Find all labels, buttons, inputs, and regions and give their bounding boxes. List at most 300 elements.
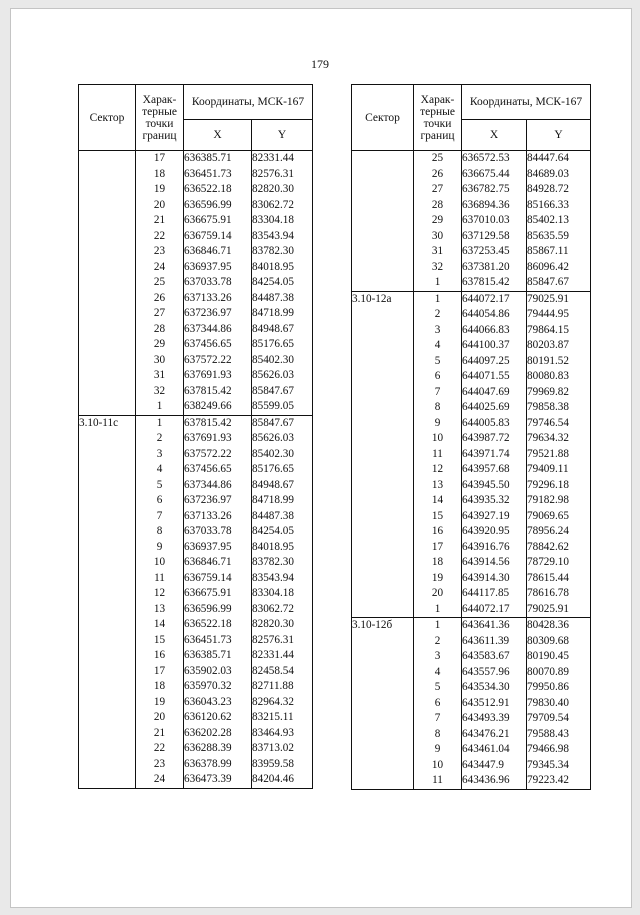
point-cell: 28	[136, 322, 184, 338]
x-cell: 643945.50	[462, 478, 527, 494]
point-cell: 30	[136, 353, 184, 369]
table-row	[79, 602, 313, 618]
table-row	[79, 353, 313, 369]
table-row	[79, 291, 313, 307]
x-cell: 636937.95	[184, 260, 252, 276]
y-cell: 79858.38	[527, 400, 591, 416]
point-cell: 16	[136, 648, 184, 664]
y-cell: 82576.31	[252, 167, 313, 183]
y-cell: 85176.65	[252, 462, 313, 478]
y-cell: 85166.33	[527, 198, 591, 214]
y-cell: 79182.98	[527, 493, 591, 509]
x-cell: 644005.83	[462, 416, 527, 432]
point-cell: 1	[414, 275, 462, 291]
y-cell: 80190.45	[527, 649, 591, 665]
coordinates-table-right	[351, 84, 591, 790]
sector-cell	[79, 679, 136, 695]
point-cell: 10	[414, 758, 462, 774]
x-cell: 643512.91	[462, 696, 527, 712]
header-sector: Сектор	[352, 85, 414, 151]
point-cell: 21	[136, 213, 184, 229]
sector-cell	[352, 758, 414, 774]
table-row	[79, 368, 313, 384]
sector-cell	[352, 680, 414, 696]
x-cell: 644071.55	[462, 369, 527, 385]
point-cell: 31	[414, 244, 462, 260]
x-cell: 638249.66	[184, 399, 252, 415]
sector-cell	[79, 741, 136, 757]
x-cell: 636473.39	[184, 772, 252, 788]
point-cell: 22	[136, 229, 184, 245]
table-row	[352, 711, 591, 727]
sector-cell	[352, 354, 414, 370]
header-points: Харак-терные точки границ	[414, 85, 462, 151]
y-cell: 84718.99	[252, 306, 313, 322]
table-row	[79, 151, 313, 167]
y-cell: 78616.78	[527, 586, 591, 602]
table-row	[79, 493, 313, 509]
sector-cell	[79, 275, 136, 291]
x-cell: 643436.96	[462, 773, 527, 789]
sector-cell	[352, 509, 414, 525]
y-cell: 79521.88	[527, 447, 591, 463]
y-cell: 79466.98	[527, 742, 591, 758]
y-cell: 84487.38	[252, 291, 313, 307]
y-cell: 78842.62	[527, 540, 591, 556]
table-row	[79, 772, 313, 788]
y-cell: 79950.86	[527, 680, 591, 696]
y-cell: 85847.67	[252, 415, 313, 431]
x-cell: 636522.18	[184, 182, 252, 198]
table-row	[352, 213, 591, 229]
table-row	[352, 727, 591, 743]
y-cell: 83543.94	[252, 571, 313, 587]
y-cell: 85402.13	[527, 213, 591, 229]
x-cell: 643957.68	[462, 462, 527, 478]
x-cell: 637456.65	[184, 462, 252, 478]
y-cell: 83304.18	[252, 586, 313, 602]
y-cell: 80203.87	[527, 338, 591, 354]
y-cell: 79830.40	[527, 696, 591, 712]
y-cell: 79025.91	[527, 291, 591, 307]
y-cell: 78729.10	[527, 555, 591, 571]
page-number: 179	[311, 57, 329, 71]
point-cell: 1	[136, 415, 184, 431]
point-cell: 10	[414, 431, 462, 447]
point-cell: 24	[136, 772, 184, 788]
table-row	[352, 447, 591, 463]
y-cell: 84948.67	[252, 322, 313, 338]
table-row	[79, 524, 313, 540]
sector-cell	[352, 462, 414, 478]
x-cell: 644100.37	[462, 338, 527, 354]
sector-cell	[352, 307, 414, 323]
sector-cell	[352, 369, 414, 385]
sector-cell	[79, 617, 136, 633]
y-cell: 80428.36	[527, 618, 591, 634]
x-cell: 644054.86	[462, 307, 527, 323]
point-cell: 7	[414, 711, 462, 727]
y-cell: 84689.03	[527, 167, 591, 183]
table-row	[352, 416, 591, 432]
point-cell: 5	[414, 680, 462, 696]
sector-cell	[79, 633, 136, 649]
sector-cell	[79, 757, 136, 773]
y-cell: 78956.24	[527, 524, 591, 540]
point-cell: 15	[414, 509, 462, 525]
x-cell: 644072.17	[462, 291, 527, 307]
y-cell: 79025.91	[527, 602, 591, 618]
y-cell: 79588.43	[527, 727, 591, 743]
table-row	[352, 493, 591, 509]
header-y: Y	[527, 120, 591, 151]
sector-cell	[352, 478, 414, 494]
y-cell: 79709.54	[527, 711, 591, 727]
point-cell: 16	[414, 524, 462, 540]
y-cell: 79864.15	[527, 323, 591, 339]
sector-cell	[352, 244, 414, 260]
point-cell: 17	[136, 151, 184, 167]
y-cell: 86096.42	[527, 260, 591, 276]
table-row	[352, 571, 591, 587]
point-cell: 15	[136, 633, 184, 649]
y-cell: 82964.32	[252, 695, 313, 711]
point-cell: 11	[414, 773, 462, 789]
x-cell: 636522.18	[184, 617, 252, 633]
x-cell: 637133.26	[184, 291, 252, 307]
sector-cell	[79, 244, 136, 260]
y-cell: 80309.68	[527, 634, 591, 650]
x-cell: 636675.44	[462, 167, 527, 183]
point-cell: 19	[136, 182, 184, 198]
table-row	[352, 742, 591, 758]
point-cell: 32	[414, 260, 462, 276]
y-cell: 84254.05	[252, 524, 313, 540]
x-cell: 643534.30	[462, 680, 527, 696]
sector-cell	[79, 772, 136, 788]
x-cell: 637236.97	[184, 493, 252, 509]
point-cell: 14	[136, 617, 184, 633]
x-cell: 637010.03	[462, 213, 527, 229]
table-row	[352, 555, 591, 571]
x-cell: 643583.67	[462, 649, 527, 665]
sector-cell	[79, 384, 136, 400]
sector-cell	[352, 338, 414, 354]
point-cell: 1	[414, 618, 462, 634]
point-cell: 3	[414, 649, 462, 665]
table-row	[79, 322, 313, 338]
y-cell: 83215.11	[252, 710, 313, 726]
table-row	[79, 540, 313, 556]
point-cell: 9	[414, 416, 462, 432]
sector-cell	[352, 555, 414, 571]
point-cell: 4	[414, 338, 462, 354]
table-row	[352, 167, 591, 183]
x-cell: 644097.25	[462, 354, 527, 370]
y-cell: 79746.54	[527, 416, 591, 432]
table-row	[79, 260, 313, 276]
sector-cell	[352, 400, 414, 416]
sector-cell	[79, 447, 136, 463]
x-cell: 637129.58	[462, 229, 527, 245]
table-row	[79, 229, 313, 245]
y-cell: 83713.02	[252, 741, 313, 757]
x-cell: 636451.73	[184, 633, 252, 649]
sector-cell	[352, 275, 414, 291]
y-cell: 84928.72	[527, 182, 591, 198]
x-cell: 636043.23	[184, 695, 252, 711]
y-cell: 83782.30	[252, 244, 313, 260]
table-row	[352, 586, 591, 602]
sector-cell	[79, 260, 136, 276]
sector-cell	[79, 306, 136, 322]
y-cell: 78615.44	[527, 571, 591, 587]
x-cell: 636846.71	[184, 555, 252, 571]
sector-cell	[352, 167, 414, 183]
sector-cell	[79, 586, 136, 602]
x-cell: 643641.36	[462, 618, 527, 634]
table-row	[79, 741, 313, 757]
table-row	[79, 633, 313, 649]
sector-cell	[79, 353, 136, 369]
sector-cell	[79, 462, 136, 478]
table-row	[79, 213, 313, 229]
table-body-left	[79, 151, 313, 789]
x-cell: 637815.42	[184, 415, 252, 431]
x-cell: 636894.36	[462, 198, 527, 214]
y-cell: 85847.67	[252, 384, 313, 400]
point-cell: 5	[136, 478, 184, 494]
sector-cell: 3.10-12б	[352, 618, 414, 634]
header-y: Y	[252, 120, 313, 151]
x-cell: 637381.20	[462, 260, 527, 276]
sector-cell	[79, 213, 136, 229]
y-cell: 83304.18	[252, 213, 313, 229]
point-cell: 12	[136, 586, 184, 602]
sector-cell	[352, 727, 414, 743]
point-cell: 28	[414, 198, 462, 214]
table-row	[352, 618, 591, 634]
point-cell: 22	[136, 741, 184, 757]
point-cell: 1	[414, 602, 462, 618]
y-cell: 82711.88	[252, 679, 313, 695]
x-cell: 643557.96	[462, 665, 527, 681]
y-cell: 80191.52	[527, 354, 591, 370]
table-row	[79, 447, 313, 463]
point-cell: 19	[414, 571, 462, 587]
header-coordinates: Координаты, МСК-167	[462, 85, 591, 120]
x-cell: 643987.72	[462, 431, 527, 447]
point-cell: 27	[136, 306, 184, 322]
y-cell: 80080.83	[527, 369, 591, 385]
sector-cell	[352, 540, 414, 556]
point-cell: 25	[414, 151, 462, 167]
point-cell: 24	[136, 260, 184, 276]
table-row	[352, 680, 591, 696]
table-row	[79, 244, 313, 260]
sector-cell	[352, 742, 414, 758]
x-cell: 644117.85	[462, 586, 527, 602]
table-row	[352, 354, 591, 370]
x-cell: 636675.91	[184, 213, 252, 229]
x-cell: 644066.83	[462, 323, 527, 339]
point-cell: 31	[136, 368, 184, 384]
x-cell: 643927.19	[462, 509, 527, 525]
point-cell: 11	[136, 571, 184, 587]
sector-cell	[79, 664, 136, 680]
x-cell: 636759.14	[184, 571, 252, 587]
header-sector: Сектор	[79, 85, 136, 151]
sector-cell	[79, 648, 136, 664]
sector-cell	[352, 198, 414, 214]
sector-cell	[352, 586, 414, 602]
x-cell: 643935.32	[462, 493, 527, 509]
y-cell: 82576.31	[252, 633, 313, 649]
point-cell: 2	[414, 634, 462, 650]
x-cell: 636451.73	[184, 167, 252, 183]
x-cell: 636202.28	[184, 726, 252, 742]
x-cell: 637572.22	[184, 447, 252, 463]
sector-cell	[79, 695, 136, 711]
y-cell: 84487.38	[252, 509, 313, 525]
y-cell: 83543.94	[252, 229, 313, 245]
y-cell: 84204.46	[252, 772, 313, 788]
x-cell: 643611.39	[462, 634, 527, 650]
x-cell: 636596.99	[184, 602, 252, 618]
y-cell: 85402.30	[252, 447, 313, 463]
point-cell: 17	[414, 540, 462, 556]
point-cell: 19	[136, 695, 184, 711]
table-row	[352, 524, 591, 540]
point-cell: 2	[414, 307, 462, 323]
sector-cell: 3.10-11с	[79, 415, 136, 431]
point-cell: 13	[136, 602, 184, 618]
y-cell: 79444.95	[527, 307, 591, 323]
table-row	[79, 509, 313, 525]
table-row	[79, 399, 313, 415]
x-cell: 643461.04	[462, 742, 527, 758]
x-cell: 643914.30	[462, 571, 527, 587]
point-cell: 20	[136, 710, 184, 726]
sector-cell	[79, 571, 136, 587]
x-cell: 644025.69	[462, 400, 527, 416]
sector-cell	[352, 493, 414, 509]
point-cell: 18	[136, 167, 184, 183]
x-cell: 635902.03	[184, 664, 252, 680]
header-x: X	[462, 120, 527, 151]
coordinates-table-left	[78, 84, 313, 789]
point-cell: 8	[414, 400, 462, 416]
sector-cell	[352, 323, 414, 339]
sector-cell	[352, 649, 414, 665]
sector-cell	[79, 493, 136, 509]
table-row	[79, 571, 313, 587]
x-cell: 637033.78	[184, 275, 252, 291]
y-cell: 85402.30	[252, 353, 313, 369]
table-row	[352, 323, 591, 339]
sector-cell	[352, 431, 414, 447]
y-cell: 79409.11	[527, 462, 591, 478]
table-row	[352, 244, 591, 260]
x-cell: 637253.45	[462, 244, 527, 260]
point-cell: 32	[136, 384, 184, 400]
sector-cell	[79, 524, 136, 540]
sector-cell	[79, 151, 136, 167]
point-cell: 7	[414, 385, 462, 401]
x-cell: 644047.69	[462, 385, 527, 401]
point-cell: 3	[136, 447, 184, 463]
point-cell: 25	[136, 275, 184, 291]
point-cell: 7	[136, 509, 184, 525]
y-cell: 84018.95	[252, 260, 313, 276]
x-cell: 637344.86	[184, 478, 252, 494]
table-row	[352, 540, 591, 556]
table-row	[352, 462, 591, 478]
y-cell: 85599.05	[252, 399, 313, 415]
y-cell: 82331.44	[252, 151, 313, 167]
y-cell: 79634.32	[527, 431, 591, 447]
point-cell: 20	[136, 198, 184, 214]
table-row	[352, 385, 591, 401]
x-cell: 636378.99	[184, 757, 252, 773]
table-row	[79, 462, 313, 478]
sector-cell	[79, 291, 136, 307]
sector-cell	[352, 524, 414, 540]
x-cell: 636937.95	[184, 540, 252, 556]
sector-cell	[79, 322, 136, 338]
table-row	[352, 400, 591, 416]
point-cell: 13	[414, 478, 462, 494]
y-cell: 85176.65	[252, 337, 313, 353]
sector-cell	[79, 229, 136, 245]
table-row	[352, 275, 591, 291]
sector-cell	[352, 385, 414, 401]
point-cell: 29	[136, 337, 184, 353]
y-cell: 82458.54	[252, 664, 313, 680]
point-cell: 12	[414, 462, 462, 478]
table-row	[352, 307, 591, 323]
header-x: X	[184, 120, 252, 151]
sector-cell	[79, 726, 136, 742]
y-cell: 82820.30	[252, 182, 313, 198]
point-cell: 30	[414, 229, 462, 245]
x-cell: 637236.97	[184, 306, 252, 322]
x-cell: 643914.56	[462, 555, 527, 571]
table-row	[79, 648, 313, 664]
sector-cell	[352, 151, 414, 167]
table-row	[79, 431, 313, 447]
point-cell: 6	[136, 493, 184, 509]
y-cell: 83062.72	[252, 602, 313, 618]
table-row	[79, 586, 313, 602]
table-row	[352, 478, 591, 494]
point-cell: 1	[136, 399, 184, 415]
y-cell: 82331.44	[252, 648, 313, 664]
x-cell: 636782.75	[462, 182, 527, 198]
x-cell: 637815.42	[184, 384, 252, 400]
table-row	[79, 478, 313, 494]
y-cell: 84447.64	[527, 151, 591, 167]
table-row	[352, 369, 591, 385]
point-cell: 26	[414, 167, 462, 183]
table-row	[79, 757, 313, 773]
x-cell: 644072.17	[462, 602, 527, 618]
x-cell: 637572.22	[184, 353, 252, 369]
y-cell: 85626.03	[252, 431, 313, 447]
x-cell: 643476.21	[462, 727, 527, 743]
sector-cell	[79, 509, 136, 525]
x-cell: 637456.65	[184, 337, 252, 353]
